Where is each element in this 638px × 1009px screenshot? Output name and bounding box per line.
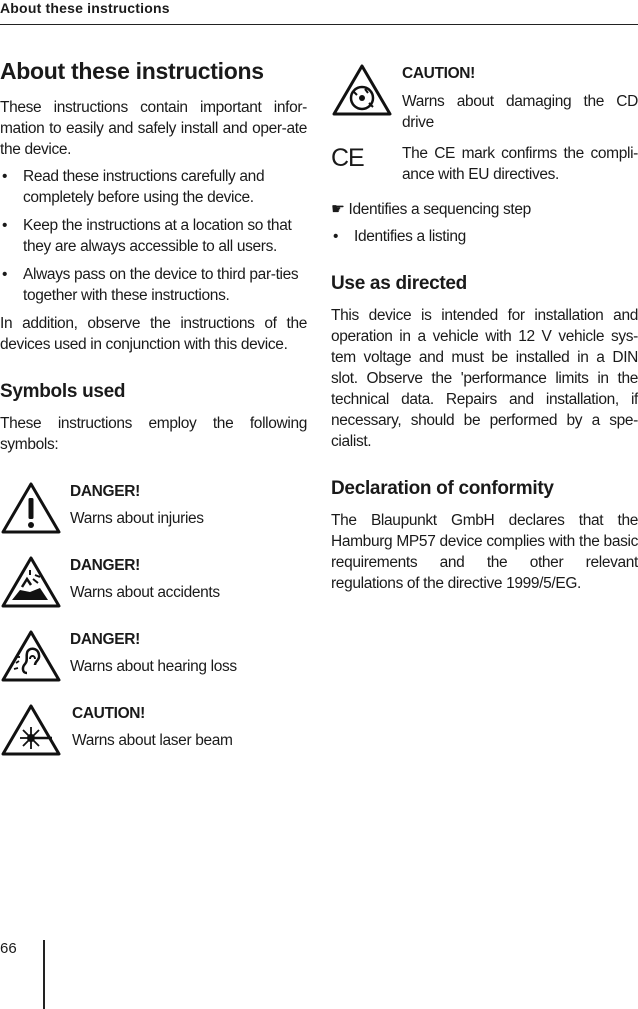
symbol-entry-injuries (0, 481, 307, 535)
symbol-text: Warns about hearing loss (70, 658, 237, 675)
left-column (0, 58, 307, 757)
ce-mark-icon (331, 143, 402, 171)
symbol-heading: DANGER! (70, 557, 140, 574)
symbol-entry-laser (0, 703, 307, 757)
sequencing-step-entry (331, 199, 638, 220)
hearing-loss-warning-icon (0, 629, 70, 683)
list-item-text: Read these instructions carefully and completely before using the device. (23, 168, 265, 206)
list-item-text: Keep the instructions at a location so that they are always accessible to all users. (23, 217, 292, 255)
symbol-heading: DANGER! (70, 483, 140, 500)
symbol-text: Warns about laser beam (72, 732, 233, 749)
ce-mark-entry (331, 143, 638, 185)
sequencing-text: Identifies a sequencing step (348, 201, 531, 218)
ce-mark-glyph: CE (331, 144, 364, 172)
symbol-heading: CAUTION! (402, 65, 475, 82)
accident-warning-icon (0, 555, 70, 609)
right-column (331, 63, 638, 594)
list-item (0, 166, 307, 208)
general-warning-icon (0, 481, 70, 535)
symbols-title: Symbols used (0, 381, 126, 402)
symbol-text: Warns about injuries (70, 510, 204, 527)
list-item-text: Always pass on the device to third par-ties together with these instructions. (23, 266, 299, 304)
page-number: 66 (0, 940, 17, 957)
about-intro: These instructions contain important infor-mation to easily and safely install and oper-ate the device. (0, 99, 307, 158)
symbol-entry-cd-drive (331, 63, 638, 133)
about-title: About these instructions (0, 58, 264, 84)
about-bullet-list (0, 166, 307, 306)
listing-text: Identifies a listing (354, 228, 466, 245)
header-rule (0, 24, 638, 25)
declaration-text: The Blaupunkt GmbH declares that the Hamburg MP57 device complies with the basic requirements and the other relevant regulations of the directive 1999/5/EG. (331, 512, 638, 592)
cd-damage-warning-icon (331, 63, 402, 117)
listing-entry (331, 226, 638, 247)
symbol-entry-hearing-loss (0, 629, 307, 683)
running-head: About these instructions (0, 0, 170, 16)
symbol-text: Warns about accidents (70, 584, 220, 601)
ce-mark-text: The CE mark confirms the compli-ance with EU directives. (402, 145, 638, 183)
pointing-hand-icon: ☛ (331, 201, 345, 218)
about-addition: In addition, observe the instructions of the devices used in conjunction with this device. (0, 315, 307, 353)
symbols-intro: These instructions employ the following symbols: (0, 415, 307, 453)
symbol-heading: CAUTION! (72, 705, 145, 722)
list-item (0, 264, 307, 306)
symbol-entry-accidents (0, 555, 307, 609)
symbol-heading: DANGER! (70, 631, 140, 648)
symbol-text: Warns about damaging the CD drive (402, 93, 638, 131)
bullet: • (2, 266, 8, 283)
bullet: • (333, 228, 339, 245)
footer-rule (43, 940, 45, 1009)
list-item (0, 215, 307, 257)
laser-warning-icon (0, 703, 72, 757)
bullet: • (2, 217, 8, 234)
use-text: This device is intended for installation and operation in a vehicle with 12 V vehicle sys-tem voltage and must be installed in a DIN slot. Observe the 'performance limits in the technical data. Repairs and installation, if necessary, should be performed by a spe-cialist. (331, 307, 638, 450)
use-title: Use as directed (331, 273, 467, 294)
declaration-title: Declaration of conformity (331, 478, 554, 499)
bullet: • (2, 168, 8, 185)
